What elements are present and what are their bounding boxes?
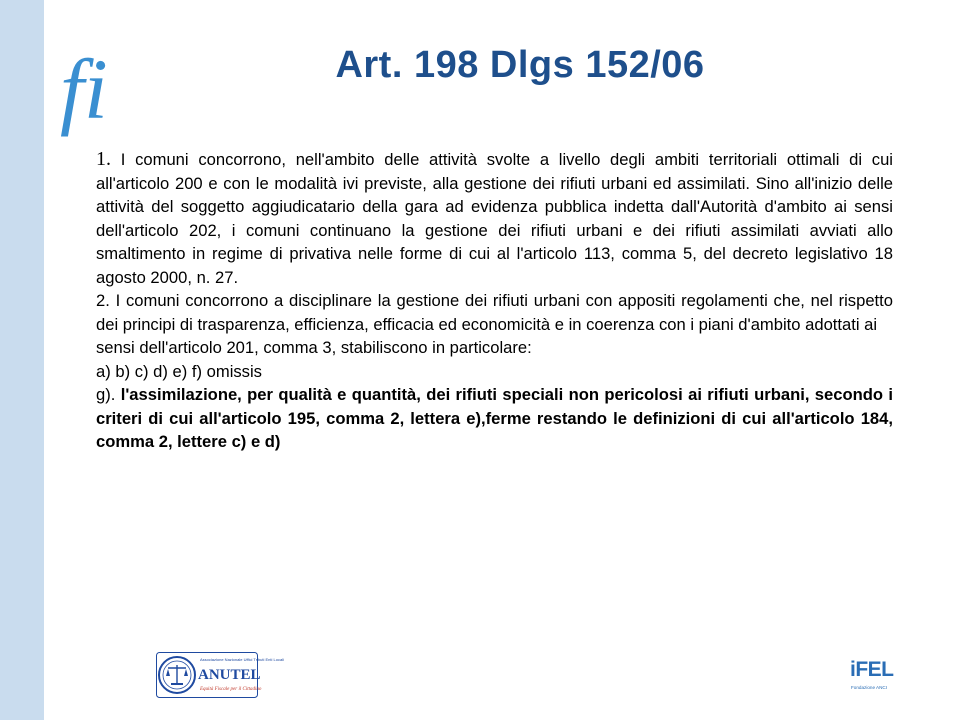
paragraph-1-text: I comuni concorrono, nell'ambito delle attività svolte a livello degli ambiti territoriali ottimali di cui all'articolo 200 e con le modalità ivi previste, alla gestione dei rifiuti urbani ed assimilati. Sino all'inizio delle attività del soggetto aggiudicatario della gara ad evidenza pubblica indetta dall'Autorità d'ambito ai sensi dell'articolo 202, i comuni continuano la gestione dei rifiuti urbani e dei rifiuti assimilati avviati allo smaltimento in regime di privativa nelle forme di cui al l'articolo 113, comma 5, del decreto legislativo 18 agosto 2000, n. 27. xyxy=(96,150,893,287)
paragraph-5-bold-text: l'assimilazione, per qualità e quantità, dei rifiuti speciali non pericolosi ai rifiuti urbani, secondo i criteri di cui all'articolo 195, comma 2, lettera e),ferme restando le definizioni di cui all'articolo 184, comma 2, lettere c) e d) xyxy=(96,385,893,451)
paragraph-3: sensi dell'articolo 201, comma 3, stabiliscono in particolare: xyxy=(96,338,532,357)
anutel-name: ANUTEL xyxy=(198,667,261,683)
ifel-logo xyxy=(850,658,896,706)
ifel-subtitle xyxy=(851,685,887,691)
anutel-org-name: Associazione Nazionale Uffici Tributi Enti Locali xyxy=(200,657,284,662)
article-text xyxy=(96,148,893,454)
anutel-motto: Equità Fiscale per il Cittadino xyxy=(200,687,262,692)
paragraph-5-prefix: g). xyxy=(96,385,121,404)
paragraph-1 xyxy=(96,148,893,289)
ifel-sub-fondazione: Fondazione xyxy=(851,685,876,690)
fi-logo-mark: fi xyxy=(60,41,108,137)
paragraph-5 xyxy=(96,383,893,454)
slide-title: Art. 198 Dlgs 152/06 xyxy=(335,44,705,86)
paragraph-1-number: 1. xyxy=(96,148,111,170)
paragraph-4: a) b) c) d) e) f) omissis xyxy=(96,361,262,381)
fi-logo-icon xyxy=(58,40,138,140)
ifel-sub-anci: ANCI xyxy=(876,685,888,690)
ifel-name: iFEL xyxy=(850,658,894,681)
anutel-logo xyxy=(156,652,284,698)
left-decorative-band xyxy=(0,0,44,720)
paragraph-2: 2. I comuni concorrono a disciplinare la gestione dei rifiuti urbani con appositi regolamenti che, nel rispetto dei principi di trasparenza, efficienza, efficacia ed economicità e in coerenza con i piani d'ambito adottati ai xyxy=(96,291,893,334)
